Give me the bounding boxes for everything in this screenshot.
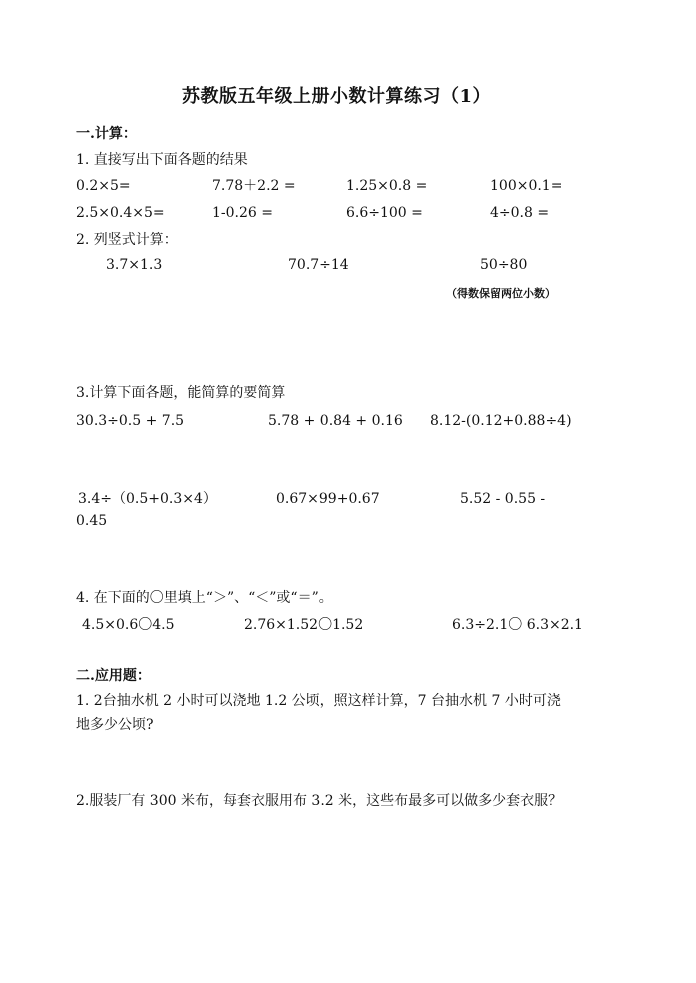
q2-item-3: 50÷80 xyxy=(480,257,528,273)
section-1-heading: 一.计算： xyxy=(76,126,137,142)
q3-row2-item-2: 0.67×99+0.67 xyxy=(276,491,380,507)
q2-rounding-note: （得数保留两位小数） xyxy=(446,287,556,300)
q1-prompt: 1. 直接写出下面各题的结果 xyxy=(76,152,248,168)
q3-row1-item-1: 30.3÷0.5 + 7.5 xyxy=(76,413,185,429)
q3-row1-item-2: 5.78 + 0.84 + 0.16 xyxy=(268,413,403,429)
q4-prompt: 4. 在下面的〇里填上“＞”、“＜”或“＝”。 xyxy=(76,590,333,606)
q3-row1-item-3: 8.12-(0.12+0.88÷4) xyxy=(430,413,572,429)
q1-row2-item-4: 4÷0.8 = xyxy=(490,205,550,221)
q3-prompt: 3.计算下面各题，能简算的要简算 xyxy=(76,385,286,401)
problem-1-line-1: 1. 2台抽水机 2 小时可以浇地 1.2 公顷，照这样计算，7 台抽水机 7 小时可浇 xyxy=(76,693,561,709)
q1-row1-item-2: 7.78＋2.2 = xyxy=(212,178,296,194)
q1-row1-item-1: 0.2×5= xyxy=(76,178,131,194)
problem-1-line-2: 地多少公顷? xyxy=(76,717,154,733)
q1-row1-item-4: 100×0.1= xyxy=(490,178,563,194)
q4-item-2: 2.76×1.52〇1.52 xyxy=(244,617,364,633)
q1-row2-item-1: 2.5×0.4×5= xyxy=(76,205,165,221)
q2-item-1: 3.7×1.3 xyxy=(106,257,163,273)
page-title: 苏教版五年级上册小数计算练习（1） xyxy=(182,86,492,107)
q1-row2-item-2: 1-0.26 = xyxy=(212,205,273,221)
section-2-heading: 二.应用题： xyxy=(76,668,151,684)
q2-item-2: 70.7÷14 xyxy=(288,257,349,273)
problem-2: 2.服装厂有 300 米布，每套衣服用布 3.2 米，这些布最多可以做多少套衣服？ xyxy=(76,793,563,809)
q3-row2-item-3-continued: 0.45 xyxy=(76,513,108,529)
q2-prompt: 2. 列竖式计算： xyxy=(76,232,178,248)
q3-row2-item-3: 5.52 - 0.55 - xyxy=(460,491,546,507)
q3-row2-item-1: 3.4÷（0.5+0.3×4） xyxy=(78,491,217,507)
q4-item-3: 6.3÷2.1〇 6.3×2.1 xyxy=(452,617,583,633)
q1-row1-item-3: 1.25×0.8 = xyxy=(346,178,428,194)
q1-row2-item-3: 6.6÷100 = xyxy=(346,205,423,221)
q4-item-1: 4.5×0.6〇4.5 xyxy=(82,617,175,633)
